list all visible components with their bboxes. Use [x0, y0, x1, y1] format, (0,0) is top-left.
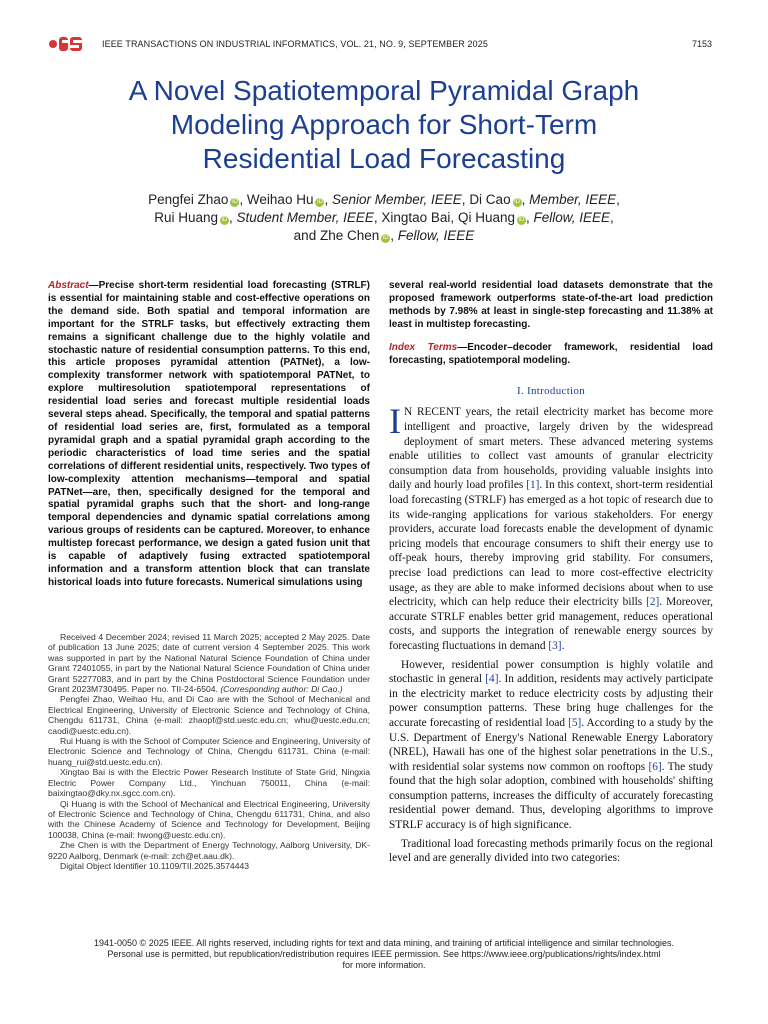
intro-paragraph: However, residential power consumption is highly volatile and stochastic in general [4]. In addition, residents may actively participate in the electricity market to reduce electricity costs by adjusting their power consumption patterns. These bring huge challenges for the accurate forecasting of residential load [5]. According to a study by the U.S. Department of Energy's National Renewable Energy Laboratory (NREL), Hawaii has one of the highest solar penetrations in the U.S., with residential solar systems now common on rooftops [6]. The study found that the high solar adoption, combined with households' shifting consumption patterns, increases the difficulty of accurately forecasting residential power demand. Thus, developing algorithms to improve STRLF accuracy is of high significance. — [389, 658, 714, 832]
index-terms-text: Encoder–decoder framework, residential load forecasting, spatiotemporal modeling. — [389, 341, 713, 366]
author-name: Qi Huang — [457, 210, 515, 225]
author-conjunction: and — [293, 228, 317, 243]
author-name: Pengfei Zhao — [148, 192, 229, 207]
author-title: Student Member, IEEE — [236, 210, 374, 225]
citation-link[interactable]: [4] — [485, 673, 499, 686]
author-name: Di Cao — [469, 192, 511, 207]
left-column — [48, 280, 370, 590]
journal-name: IEEE TRANSACTIONS ON INDUSTRIAL INFORMATICS, VOL. 21, NO. 9, SEPTEMBER 2025 — [102, 39, 488, 49]
footnote-received: Received 4 December 2024; revised 11 March 2025; accepted 2 May 2025. Date of publication 13 June 2025; date of current version 4 September 2025. This work was supported in part by the National Natural Science Foundation of China under Grant 72401055, in part by the National Natural Science Foundation of China under Grant 52277083, and in part by the China Postdoctoral Science Foundation under Grant 2023M730495. Paper no. TII-24-6504. (Corresponding author: Di Cao.) — [48, 632, 370, 695]
author-title: Fellow, IEEE — [397, 228, 475, 243]
author-title: Member, IEEE — [529, 192, 617, 207]
author-title: Senior Member, IEEE — [331, 192, 462, 207]
doi[interactable]: Digital Object Identifier 10.1109/TII.2025.3574443 — [60, 860, 250, 871]
orcid-icon[interactable]: iD — [317, 199, 323, 205]
orcid-icon[interactable]: iD — [518, 217, 525, 223]
citation-link[interactable]: [3] — [548, 639, 562, 652]
page-number: 7153 — [691, 39, 712, 49]
corresponding-author: (Corresponding author: Di Cao.) — [220, 684, 343, 695]
author-list: Pengfei Zhao iD , Weihao Hu iD , Senior Member, IEEE, Di Cao iD , Member, IEEE, Rui Huang iD , Student Member, IEEE, Xingtao Bai, Qi Huang iD , Fellow, IEEE, and Zhe Chen iD , Fellow, IEEE — [148, 192, 620, 243]
copyright-line: 1941-0050 © 2025 IEEE. All rights reserved, including rights for text and data mining, and training of artificial intelligence and similar technologies. — [94, 938, 674, 948]
title-line: Residential Load Forecasting — [202, 143, 566, 174]
citation-link[interactable]: [5] — [568, 716, 582, 729]
footnote-affiliation: Qi Huang is with the School of Mechanical and Electrical Engineering, University of Electronic Science and Technology of China, Chengdu 611731, China, and also with the Chinese Academy of Science and Technology for Development, Beijing 100038, China (e-mail: hwong@uestc.edu.cn). — [48, 798, 370, 840]
author-title: Fellow, IEEE — [533, 210, 611, 225]
author-name: Xingtao Bai — [381, 210, 451, 225]
abstract-label: Abstract — [48, 280, 89, 291]
running-header — [48, 38, 712, 56]
author-name: Weihao Hu — [246, 192, 314, 207]
drop-cap: I — [389, 401, 401, 442]
author-name: Rui Huang — [154, 210, 218, 225]
citation-link[interactable]: [2] — [646, 596, 660, 609]
abstract-text: Precise short-term residential load forecasting (STRLF) is essential for maintaining stable and cost-effective operations on the demand side. Both spatial and temporal information are important for the STRLF tasks, but effectively extracting them remains a significant challenge due to the highly volatile and stochastic nature of residential consumption patterns. To this end, this article proposes pyramidal attention (PATNet), a low-complexity transformer network with spatiotemporal PATNet, to explore multiresolution spatiotemporal representations of residential load series and forecast multiple residential loads several steps ahead. Specifically, the temporal and spatial patterns of residential load series are, first, formulated as a temporal pyramidal graph and a spatial pyramidal graph according to the periodic characteristics of load time series and the spatial correlations of different residential units, respectively. Two types of low-complexity attention mechanisms—temporal and spatial PATNet—are, then, specifically designed for the temporal and spatial pyramidal graphs such that the short- and long-range temporal dependencies and dynamic spatial correlations among various groups of residents can be captured. Moreover, to enhance multistep forecast performance, we design a gated fusion unit that is capable of adaptively fusing extracted spatiotemporal information and a transform attention block that can translate historical loads into future forecasts. Numerical simulations using — [48, 280, 370, 588]
paper-title — [40, 74, 728, 176]
right-column — [389, 280, 713, 866]
copyright-line: for more information. — [342, 960, 426, 970]
title-line: A Novel Spatiotemporal Pyramidal Graph — [128, 75, 640, 106]
citation-link[interactable]: [1] — [526, 479, 540, 492]
ies-logo-icon — [48, 34, 88, 54]
copyright-notice — [40, 938, 728, 971]
footnote-affiliation: Pengfei Zhao, Weihao Hu, and Di Cao are with the School of Mechanical and Electrical Engineering, University of Electronic Science and Technology of China, Chengdu 611731, China (e-mail: zhaopf@std.uestc.edu.cn; whu@uestc.edu.cn; caodi@uestc.edu.cn). — [48, 694, 370, 736]
abstract-continued: several real-world residential load datasets demonstrate that the proposed framework outperforms state-of-the-art load prediction methods by 7.98% at least in single-step forecasting and 11.38% at least in multistep forecasting. — [389, 280, 713, 330]
orcid-icon[interactable]: iD — [382, 235, 389, 241]
citation-link[interactable]: [6] — [648, 760, 662, 773]
author-name: Zhe Chen — [319, 228, 380, 243]
footnote — [48, 632, 370, 871]
intro-paragraph: Traditional load forecasting methods primarily focus on the regional level and are generally divided into two categories: — [389, 837, 713, 865]
index-terms-label: Index Terms — [389, 341, 458, 353]
orcid-icon[interactable]: iD — [232, 199, 238, 205]
copyright-line[interactable]: Personal use is permitted, but republication/redistribution requires IEEE permission. See https://www.ieee.org/publications/rights/index.html — [107, 949, 661, 959]
footnote-affiliation: Rui Huang is with the School of Computer Science and Engineering, University of Electronic Science and Technology of China, Chengdu 611731, China (e-mail: huang_rui@std.uestc.edu.cn). — [48, 736, 370, 767]
orcid-icon[interactable]: iD — [514, 199, 520, 205]
intro-paragraph: I N RECENT years, the retail electricity market has become more intelligent and proactive, largely driven by the widespread deployment of smart meters. These advanced metering systems enable utilities to collect vast amounts of granular electricity consumption data from households, providing valuable insights into daily and hourly load profiles [1]. In this context, short-term residential load forecasting (STRLF) has emerged as a hot topic of research due to its wide-ranging applications for various stakeholders. For energy providers, accurate load forecasts enable the development of dynamic pricing models that encourage consumers to shift their energy use to off-peak hours, thereby improving grid stability. For consumers, precise load predictions can lead to more cost-effective electricity usage, as they are able to make informed decisions about when to use electricity, which can help reduce their electricity bills [2]. Moreover, accurate STRLF enables better grid management, reduces operational costs, and supports the integration of renewable energy sources by forecasting fluctuations in demand [3]. — [389, 401, 713, 652]
index-terms: Index Terms—Encoder–decoder framework, residential load forecasting, spatiotemporal modeling. — [389, 341, 713, 366]
title-line: Modeling Approach for Short-Term — [170, 109, 598, 140]
footnote-affiliation: Zhe Chen is with the Department of Energy Technology, Aalborg University, DK-9220 Aalborg, Denmark (e-mail: zch@et.aau.dk). — [48, 840, 370, 861]
abstract: Abstract—Precise short-term residential load forecasting (STRLF) is essential for maintaining stable and cost-effective operations on the demand side. Both spatial and temporal information are important for the STRLF tasks, but effectively extracting them remains a significant challenge due to the highly volatile and stochastic nature of residential consumption patterns. To this end, this article proposes pyramidal attention (PATNet), a low-complexity transformer network with spatiotemporal PATNet, to explore multiresolution spatiotemporal representations of residential load series and forecast multiple residential loads several steps ahead. Specifically, the temporal and spatial patterns of residential load series are, first, formulated as a temporal pyramidal graph and a spatial pyramidal graph according to the periodic characteristics of load time series and the spatial correlations of different residential units, respectively. Two types of low-complexity attention mechanisms—temporal and spatial PATNet—are, then, specifically designed for the temporal and spatial pyramidal graphs such that the short- and long-range temporal dependencies and dynamic spatial correlations among various groups of residents can be captured. Moreover, to enhance multistep forecast performance, we design a gated fusion unit that is capable of adaptively fusing extracted spatiotemporal information and a transform attention block that can translate historical loads into future forecasts. Numerical simulations using — [48, 280, 370, 588]
orcid-icon[interactable]: iD — [221, 217, 228, 223]
footnote-affiliation: Xingtao Bai is with the Electric Power Research Institute of State Grid, Ningxia Electric Power Company Ltd., Yinchuan 750011, China (e-mail: baixingtao@dky.nx.sgcc.com.cn). — [48, 767, 370, 799]
section-heading: I. Introduction — [516, 385, 586, 398]
